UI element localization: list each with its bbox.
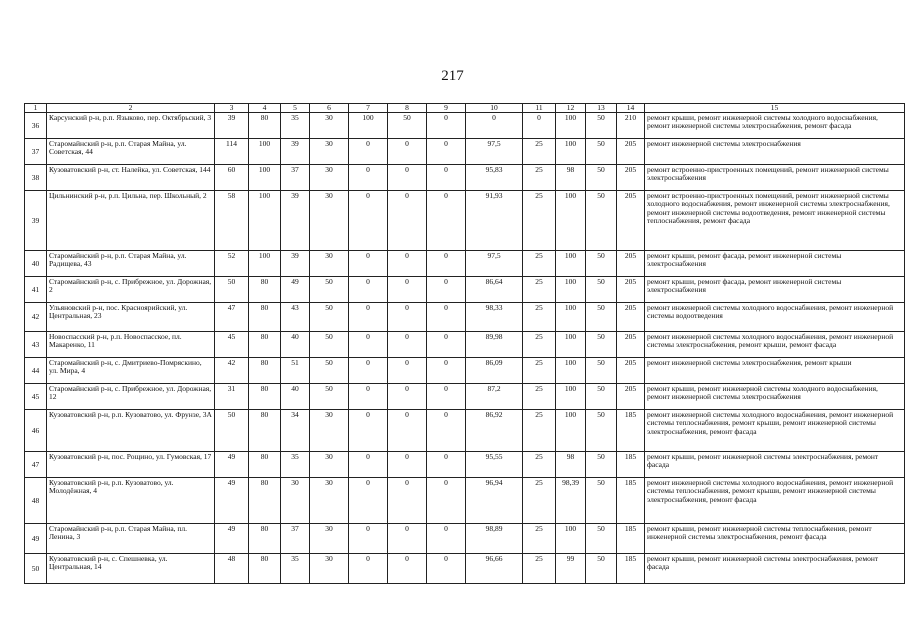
value-cell: 49 <box>215 478 249 524</box>
value-cell: 205 <box>617 358 645 384</box>
value-cell: 0 <box>427 251 466 277</box>
value-cell: 100 <box>556 358 586 384</box>
value-cell: 100 <box>556 113 586 139</box>
column-header: 8 <box>388 104 427 113</box>
value-cell: 0 <box>388 384 427 410</box>
value-cell: 0 <box>349 452 388 478</box>
table-header-row <box>25 104 905 113</box>
value-cell: 30 <box>310 478 349 524</box>
value-cell: 50 <box>586 139 617 165</box>
value-cell: 97,5 <box>466 139 523 165</box>
value-cell: 50 <box>586 478 617 524</box>
column-header: 7 <box>349 104 388 113</box>
column-header: 9 <box>427 104 466 113</box>
value-cell: 60 <box>215 165 249 191</box>
value-cell: 50 <box>586 384 617 410</box>
value-cell: 42 <box>215 358 249 384</box>
value-cell: 39 <box>281 139 310 165</box>
value-cell: 0 <box>427 191 466 251</box>
value-cell: 25 <box>523 524 556 554</box>
value-cell: 49 <box>215 452 249 478</box>
value-cell: 100 <box>556 191 586 251</box>
value-cell: 50 <box>310 277 349 303</box>
address-cell: Кузоватовский р-н, р.п. Кузоватово, ул. Молодёжная, 4 <box>47 478 215 524</box>
value-cell: 210 <box>617 113 645 139</box>
table-row <box>25 478 905 524</box>
value-cell: 30 <box>310 139 349 165</box>
works-cell: ремонт инженерной системы холодного водоснабжения, ремонт инженерной системы водоотведения <box>645 303 905 332</box>
value-cell: 80 <box>249 358 281 384</box>
value-cell: 50 <box>310 358 349 384</box>
row-number-cell: 45 <box>25 384 47 410</box>
value-cell: 0 <box>349 332 388 358</box>
value-cell: 50 <box>215 277 249 303</box>
value-cell: 43 <box>281 303 310 332</box>
works-cell: ремонт крыши, ремонт инженерной системы электроснабжения, ремонт фасада <box>645 452 905 478</box>
value-cell: 86,09 <box>466 358 523 384</box>
value-cell: 25 <box>523 384 556 410</box>
column-header: 10 <box>466 104 523 113</box>
repair-table <box>24 103 905 584</box>
value-cell: 80 <box>249 113 281 139</box>
value-cell: 0 <box>349 139 388 165</box>
value-cell: 25 <box>523 277 556 303</box>
value-cell: 114 <box>215 139 249 165</box>
value-cell: 0 <box>349 165 388 191</box>
address-cell: Старомайнский р-н, с. Прибрежное, ул. Дорожная, 12 <box>47 384 215 410</box>
works-cell: ремонт крыши, ремонт фасада, ремонт инженерной системы электроснабжения <box>645 251 905 277</box>
value-cell: 50 <box>388 113 427 139</box>
works-cell: ремонт крыши, ремонт инженерной системы теплоснабжения, ремонт инженерной системы электроснабжения, ремонт фасада <box>645 524 905 554</box>
table-row <box>25 332 905 358</box>
works-cell: ремонт инженерной системы холодного водоснабжения, ремонт инженерной системы теплоснабжения, ремонт крыши, ремонт инженерной системы электроснабжения, ремонт фасада <box>645 410 905 452</box>
value-cell: 80 <box>249 524 281 554</box>
value-cell: 205 <box>617 251 645 277</box>
value-cell: 0 <box>388 191 427 251</box>
value-cell: 0 <box>427 165 466 191</box>
value-cell: 50 <box>586 303 617 332</box>
value-cell: 205 <box>617 384 645 410</box>
value-cell: 50 <box>586 277 617 303</box>
value-cell: 0 <box>388 478 427 524</box>
address-cell: Карсунский р-н, р.п. Языково, пер. Октябрьский, 3 <box>47 113 215 139</box>
value-cell: 0 <box>349 554 388 584</box>
value-cell: 0 <box>427 332 466 358</box>
row-number-cell: 42 <box>25 303 47 332</box>
value-cell: 47 <box>215 303 249 332</box>
value-cell: 39 <box>281 251 310 277</box>
value-cell: 50 <box>310 303 349 332</box>
value-cell: 87,2 <box>466 384 523 410</box>
value-cell: 100 <box>556 410 586 452</box>
value-cell: 40 <box>281 384 310 410</box>
value-cell: 98,39 <box>556 478 586 524</box>
value-cell: 52 <box>215 251 249 277</box>
value-cell: 96,66 <box>466 554 523 584</box>
row-number-cell: 50 <box>25 554 47 584</box>
value-cell: 0 <box>427 303 466 332</box>
value-cell: 205 <box>617 191 645 251</box>
value-cell: 205 <box>617 303 645 332</box>
address-cell: Кузоватовский р-н, ст. Налейка, ул. Советская, 144 <box>47 165 215 191</box>
value-cell: 0 <box>427 113 466 139</box>
value-cell: 50 <box>310 332 349 358</box>
address-cell: Ульяновский р-н, пос. Красноярийский, ул. Центральная, 23 <box>47 303 215 332</box>
value-cell: 80 <box>249 303 281 332</box>
table-row <box>25 410 905 452</box>
value-cell: 80 <box>249 332 281 358</box>
value-cell: 50 <box>586 452 617 478</box>
value-cell: 0 <box>388 277 427 303</box>
page-number: 217 <box>441 68 464 84</box>
value-cell: 100 <box>556 524 586 554</box>
value-cell: 25 <box>523 251 556 277</box>
value-cell: 0 <box>349 277 388 303</box>
value-cell: 100 <box>556 384 586 410</box>
value-cell: 39 <box>215 113 249 139</box>
column-header: 12 <box>556 104 586 113</box>
value-cell: 205 <box>617 139 645 165</box>
value-cell: 30 <box>310 524 349 554</box>
value-cell: 25 <box>523 358 556 384</box>
value-cell: 30 <box>310 251 349 277</box>
value-cell: 0 <box>388 303 427 332</box>
column-header: 2 <box>47 104 215 113</box>
row-number-cell: 37 <box>25 139 47 165</box>
value-cell: 0 <box>427 139 466 165</box>
works-cell: ремонт встроенно-пристроенных помещений, ремонт инженерной системы холодного водоснабжения, ремонт инженерной системы электроснабжения, ремонт инженерной системы водоотведения, ремонт инженерной системы теплоснабжения, ремонт фасада <box>645 191 905 251</box>
value-cell: 98,89 <box>466 524 523 554</box>
table-row <box>25 554 905 584</box>
value-cell: 98 <box>556 165 586 191</box>
value-cell: 50 <box>586 358 617 384</box>
value-cell: 50 <box>586 191 617 251</box>
value-cell: 48 <box>215 554 249 584</box>
value-cell: 89,98 <box>466 332 523 358</box>
value-cell: 0 <box>349 524 388 554</box>
value-cell: 0 <box>388 251 427 277</box>
value-cell: 0 <box>349 358 388 384</box>
column-header: 5 <box>281 104 310 113</box>
address-cell: Старомайнский р-н, р.п. Старая Майна, ул. Советская, 44 <box>47 139 215 165</box>
works-cell: ремонт инженерной системы холодного водоснабжения, ремонт инженерной системы теплоснабжения, ремонт крыши, ремонт инженерной системы электроснабжения, ремонт фасада <box>645 478 905 524</box>
column-header: 14 <box>617 104 645 113</box>
value-cell: 25 <box>523 554 556 584</box>
row-number-cell: 43 <box>25 332 47 358</box>
address-cell: Кузоватовский р-н, пос. Рощино, ул. Гумовская, 17 <box>47 452 215 478</box>
table-row <box>25 303 905 332</box>
value-cell: 0 <box>427 277 466 303</box>
value-cell: 50 <box>586 410 617 452</box>
address-cell: Старомайнский р-н, р.п. Старая Майна, пл. Ленина, 3 <box>47 524 215 554</box>
address-cell: Цильнинский р-н, р.п. Цильна, пер. Школьный, 2 <box>47 191 215 251</box>
value-cell: 37 <box>281 165 310 191</box>
value-cell: 35 <box>281 554 310 584</box>
value-cell: 0 <box>349 478 388 524</box>
value-cell: 35 <box>281 113 310 139</box>
value-cell: 0 <box>388 524 427 554</box>
value-cell: 205 <box>617 332 645 358</box>
row-number-cell: 41 <box>25 277 47 303</box>
value-cell: 0 <box>349 191 388 251</box>
value-cell: 39 <box>281 191 310 251</box>
table-row <box>25 384 905 410</box>
address-cell: Новоспасский р-н, р.п. Новоспасское, пл. Макаренко, 11 <box>47 332 215 358</box>
value-cell: 25 <box>523 452 556 478</box>
value-cell: 100 <box>556 303 586 332</box>
value-cell: 30 <box>310 113 349 139</box>
row-number-cell: 47 <box>25 452 47 478</box>
column-header: 13 <box>586 104 617 113</box>
column-header: 11 <box>523 104 556 113</box>
row-number-cell: 48 <box>25 478 47 524</box>
address-cell: Старомайнский р-н, с. Дмитриево-Помряскино, ул. Мира, 4 <box>47 358 215 384</box>
works-cell: ремонт крыши, ремонт инженерной системы электроснабжения, ремонт фасада <box>645 554 905 584</box>
value-cell: 99 <box>556 554 586 584</box>
value-cell: 185 <box>617 478 645 524</box>
value-cell: 25 <box>523 410 556 452</box>
value-cell: 30 <box>310 191 349 251</box>
works-cell: ремонт крыши, ремонт инженерной системы холодного водоснабжения, ремонт инженерной системы электроснабжения <box>645 384 905 410</box>
works-cell: ремонт крыши, ремонт фасада, ремонт инженерной системы электроснабжения <box>645 277 905 303</box>
value-cell: 49 <box>215 524 249 554</box>
value-cell: 0 <box>427 452 466 478</box>
value-cell: 205 <box>617 277 645 303</box>
address-cell: Кузоватовский р-н, р.п. Кузоватово, ул. Фрунзе, 3А <box>47 410 215 452</box>
value-cell: 30 <box>310 452 349 478</box>
value-cell: 50 <box>586 554 617 584</box>
value-cell: 50 <box>586 332 617 358</box>
row-number-cell: 49 <box>25 524 47 554</box>
value-cell: 0 <box>388 554 427 584</box>
value-cell: 0 <box>388 139 427 165</box>
value-cell: 0 <box>466 113 523 139</box>
value-cell: 50 <box>586 524 617 554</box>
value-cell: 0 <box>388 410 427 452</box>
value-cell: 98 <box>556 452 586 478</box>
row-number-cell: 39 <box>25 191 47 251</box>
value-cell: 50 <box>586 251 617 277</box>
works-cell: ремонт встроенно-пристроенных помещений, ремонт инженерной системы электроснабжения <box>645 165 905 191</box>
value-cell: 58 <box>215 191 249 251</box>
value-cell: 0 <box>349 303 388 332</box>
value-cell: 185 <box>617 554 645 584</box>
value-cell: 80 <box>249 410 281 452</box>
value-cell: 30 <box>281 478 310 524</box>
value-cell: 0 <box>427 384 466 410</box>
value-cell: 100 <box>349 113 388 139</box>
value-cell: 97,5 <box>466 251 523 277</box>
works-cell: ремонт инженерной системы электроснабжения <box>645 139 905 165</box>
value-cell: 0 <box>388 332 427 358</box>
value-cell: 86,64 <box>466 277 523 303</box>
works-cell: ремонт инженерной системы холодного водоснабжения, ремонт инженерной системы электроснабжения, ремонт крыши, ремонт фасада <box>645 332 905 358</box>
value-cell: 86,92 <box>466 410 523 452</box>
table-row <box>25 113 905 139</box>
column-header: 6 <box>310 104 349 113</box>
address-cell: Старомайнский р-н, с. Прибрежное, ул. Дорожная, 2 <box>47 277 215 303</box>
address-cell: Старомайнский р-н, р.п. Старая Майна, ул. Радищева, 43 <box>47 251 215 277</box>
value-cell: 0 <box>388 358 427 384</box>
value-cell: 34 <box>281 410 310 452</box>
value-cell: 0 <box>427 478 466 524</box>
column-header: 3 <box>215 104 249 113</box>
address-cell: Кузоватовский р-н, с. Спешневка, ул. Центральная, 14 <box>47 554 215 584</box>
value-cell: 25 <box>523 139 556 165</box>
table-row <box>25 358 905 384</box>
value-cell: 80 <box>249 554 281 584</box>
table-row <box>25 524 905 554</box>
row-number-cell: 38 <box>25 165 47 191</box>
value-cell: 49 <box>281 277 310 303</box>
value-cell: 50 <box>586 113 617 139</box>
value-cell: 96,94 <box>466 478 523 524</box>
value-cell: 100 <box>556 332 586 358</box>
value-cell: 30 <box>310 410 349 452</box>
table-body <box>25 113 905 584</box>
value-cell: 185 <box>617 524 645 554</box>
value-cell: 95,55 <box>466 452 523 478</box>
value-cell: 40 <box>281 332 310 358</box>
value-cell: 0 <box>427 410 466 452</box>
row-number-cell: 46 <box>25 410 47 452</box>
value-cell: 35 <box>281 452 310 478</box>
value-cell: 25 <box>523 478 556 524</box>
value-cell: 50 <box>215 410 249 452</box>
value-cell: 0 <box>388 165 427 191</box>
value-cell: 30 <box>310 165 349 191</box>
value-cell: 91,93 <box>466 191 523 251</box>
value-cell: 80 <box>249 277 281 303</box>
table-row <box>25 251 905 277</box>
value-cell: 185 <box>617 410 645 452</box>
value-cell: 0 <box>427 358 466 384</box>
value-cell: 0 <box>349 251 388 277</box>
works-cell: ремонт инженерной системы электроснабжения, ремонт крыши <box>645 358 905 384</box>
value-cell: 205 <box>617 165 645 191</box>
value-cell: 100 <box>556 277 586 303</box>
value-cell: 80 <box>249 384 281 410</box>
value-cell: 30 <box>310 554 349 584</box>
value-cell: 100 <box>249 165 281 191</box>
row-number-cell: 40 <box>25 251 47 277</box>
value-cell: 100 <box>249 191 281 251</box>
value-cell: 0 <box>349 384 388 410</box>
value-cell: 0 <box>427 524 466 554</box>
value-cell: 98,33 <box>466 303 523 332</box>
table-row <box>25 191 905 251</box>
column-header: 4 <box>249 104 281 113</box>
value-cell: 37 <box>281 524 310 554</box>
value-cell: 80 <box>249 452 281 478</box>
value-cell: 80 <box>249 478 281 524</box>
value-cell: 100 <box>556 139 586 165</box>
value-cell: 0 <box>388 452 427 478</box>
column-header: 15 <box>645 104 905 113</box>
value-cell: 50 <box>586 165 617 191</box>
value-cell: 25 <box>523 165 556 191</box>
table-row <box>25 452 905 478</box>
value-cell: 25 <box>523 332 556 358</box>
value-cell: 0 <box>349 410 388 452</box>
table-row <box>25 277 905 303</box>
row-number-cell: 44 <box>25 358 47 384</box>
value-cell: 25 <box>523 191 556 251</box>
table-row <box>25 139 905 165</box>
value-cell: 25 <box>523 303 556 332</box>
value-cell: 51 <box>281 358 310 384</box>
value-cell: 185 <box>617 452 645 478</box>
column-header: 1 <box>25 104 47 113</box>
value-cell: 45 <box>215 332 249 358</box>
value-cell: 100 <box>556 251 586 277</box>
works-cell: ремонт крыши, ремонт инженерной системы холодного водоснабжения, ремонт инженерной системы электроснабжения, ремонт фасада <box>645 113 905 139</box>
value-cell: 50 <box>310 384 349 410</box>
table-row <box>25 165 905 191</box>
value-cell: 0 <box>523 113 556 139</box>
row-number-cell: 36 <box>25 113 47 139</box>
value-cell: 31 <box>215 384 249 410</box>
value-cell: 0 <box>427 554 466 584</box>
value-cell: 95,83 <box>466 165 523 191</box>
value-cell: 100 <box>249 139 281 165</box>
value-cell: 100 <box>249 251 281 277</box>
